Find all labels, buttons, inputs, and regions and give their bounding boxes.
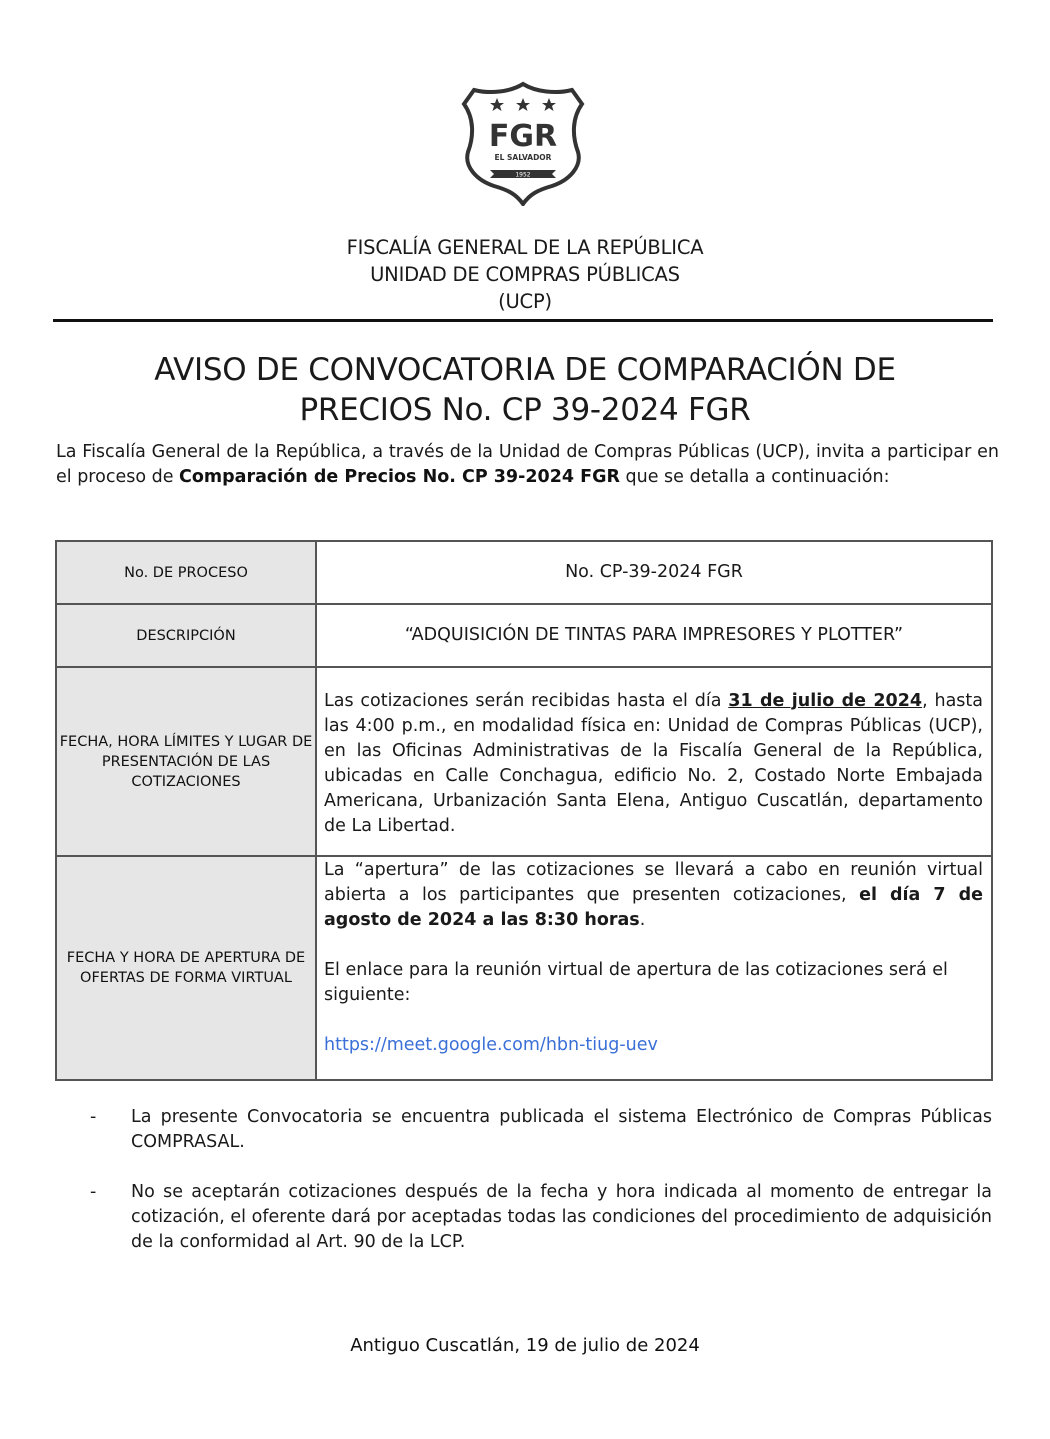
row-label-process-number: No. DE PROCESO xyxy=(56,541,316,604)
table-row xyxy=(56,667,992,856)
header-line-1: FISCALÍA GENERAL DE LA REPÚBLICA xyxy=(346,236,704,259)
row-label-description: DESCRIPCIÓN xyxy=(56,604,316,667)
list-item xyxy=(90,1105,992,1155)
intro-paragraph xyxy=(56,440,999,490)
table-row xyxy=(56,856,992,1080)
row-value-description: “ADQUISICIÓN DE TINTAS PARA IMPRESORES Y PLOTTER” xyxy=(316,604,992,667)
document-title xyxy=(0,350,1050,430)
title-line-1: AVISO DE CONVOCATORIA DE COMPARACIÓN DE xyxy=(154,352,896,388)
intro-text: La Fiscalía General de la República, a través de la Unidad de Compras Públicas (UCP), invita a participar en el proceso de xyxy=(56,442,999,487)
bullet-text: La presente Convocatoria se encuentra publicada el sistema Electrónico de Compras Públicas COMPRASAL. xyxy=(131,1107,992,1152)
opening-date-time: el día 7 de agosto de 2024 a las 8:30 horas xyxy=(324,885,983,930)
bullet-text: No se aceptarán cotizaciones después de la fecha y hora indicada al momento de entregar la cotización, el oferente dará por aceptadas todas las condiciones del procedimiento de adquisición de la conformidad al Art. 90 de la LCP. xyxy=(131,1182,992,1252)
submission-deadline-date: 31 de julio de 2024 xyxy=(728,690,923,711)
bullet-dash: - xyxy=(90,1107,97,1127)
table-row xyxy=(56,541,992,604)
meeting-link[interactable]: https://meet.google.com/hbn-tiug-uev xyxy=(324,1035,658,1055)
intro-process-name: Comparación de Precios No. CP 39-2024 FGR xyxy=(179,467,620,487)
row-label-opening: FECHA Y HORA DE APERTURA DE OFERTAS DE FORMA VIRTUAL xyxy=(56,856,316,1080)
list-item xyxy=(90,1180,992,1255)
opening-text: La “apertura” de las cotizaciones se llevará a cabo en reunión virtual abierta a los participantes que presenten cotizaciones, xyxy=(324,860,983,905)
link-intro-text: El enlace para la reunión virtual de apertura de las cotizaciones será el siguiente: xyxy=(324,960,948,1005)
bullet-dash: - xyxy=(90,1182,97,1202)
row-value-submission xyxy=(316,667,992,856)
row-value-opening xyxy=(316,856,992,1080)
intro-text-end: que se detalla a continuación: xyxy=(619,467,890,487)
notes-list xyxy=(90,1105,992,1255)
header-line-3: (UCP) xyxy=(498,290,552,313)
logo-text: FGR xyxy=(488,119,558,154)
submission-text-end: , hasta las 4:00 p.m., en modalidad física en: Unidad de Compras Públicas (UCP), en las Oficinas Administrativas de la Fiscalía General de la República, ubicadas en Calle Conchagua, edificio No. 2, Costado Norte Embajada Americana, Urbanización Santa Elena, Antiguo Cuscatlán, departamento de La Libertad. xyxy=(324,690,983,836)
opening-text-end: . xyxy=(639,910,646,930)
logo-year: 1952 xyxy=(515,171,531,179)
row-value-process-number: No. CP-39-2024 FGR xyxy=(316,541,992,604)
header-line-2: UNIDAD DE COMPRAS PÚBLICAS xyxy=(370,263,680,286)
header-divider xyxy=(53,319,993,322)
table-row xyxy=(56,604,992,667)
row-label-submission: FECHA, HORA LÍMITES Y LUGAR DE PRESENTACIÓN DE LAS COTIZACIONES xyxy=(56,667,316,856)
fgr-logo xyxy=(460,80,586,206)
title-line-2: PRECIOS No. CP 39-2024 FGR xyxy=(299,392,751,428)
process-info-table xyxy=(55,540,993,1081)
institution-header xyxy=(0,234,1050,315)
logo-subtext: EL SALVADOR xyxy=(494,153,552,162)
place-date: Antiguo Cuscatlán, 19 de julio de 2024 xyxy=(350,1335,700,1356)
submission-text: Las cotizaciones serán recibidas hasta el día xyxy=(324,690,729,711)
